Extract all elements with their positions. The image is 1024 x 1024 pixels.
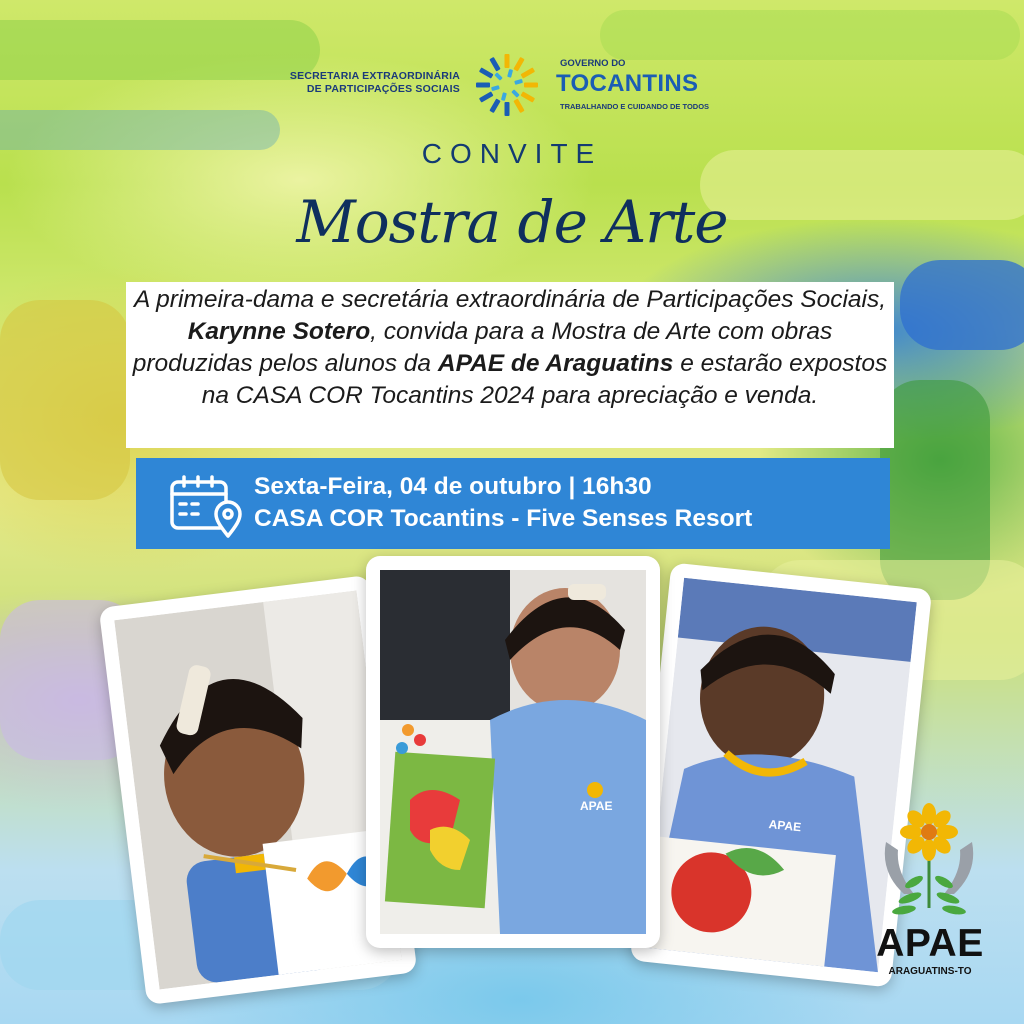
secretaria-line-2: DE PARTICIPAÇÕES SOCIAIS xyxy=(306,83,460,95)
header xyxy=(0,44,1024,124)
organization-name: APAE de Araguatins xyxy=(437,350,674,377)
description-part-3: e estarão expostos na CASA COR Tocantins 2024 para apreciação e venda. xyxy=(201,350,888,409)
government-label: GOVERNO DO xyxy=(560,58,626,69)
government-slogan: TRABALHANDO E CUIDANDO DE TODOS xyxy=(560,102,710,111)
apae-flower-hands-icon xyxy=(874,802,984,922)
event-title: Mostra de Arte xyxy=(296,188,728,256)
event-location: CASA COR Tocantins - Five Senses Resort xyxy=(254,505,753,532)
calendar-location-icon xyxy=(168,474,244,538)
photo-student-smiling xyxy=(366,556,660,948)
shirt-text: APAE xyxy=(580,799,613,813)
apae-name: APAE xyxy=(876,922,984,965)
event-date-time: Sexta-Feira, 04 de outubro | 16h30 xyxy=(254,473,652,500)
shirt-text: APAE xyxy=(768,817,802,835)
secretaria-name xyxy=(280,70,460,96)
host-name: Karynne Sotero xyxy=(187,318,371,345)
description-part-2: , convida para a Mostra de Arte com obras produzidas pelos alunos da xyxy=(132,318,833,377)
secretaria-line-1: SECRETARIA EXTRAORDINÁRIA xyxy=(289,70,460,82)
photo-image xyxy=(114,591,402,990)
photo-image xyxy=(380,570,646,934)
description-text xyxy=(126,284,894,412)
government-name: TOCANTINS xyxy=(556,70,699,97)
event-info-bar xyxy=(136,458,890,549)
paint-stroke xyxy=(900,260,1024,350)
description-part-1: A primeira-dama e secretária extraordinária de Participações Sociais, xyxy=(133,286,887,313)
paint-stroke xyxy=(0,300,130,500)
apae-city: ARAGUATINS-TO xyxy=(888,966,972,977)
invite-label: CONVITE xyxy=(421,138,603,169)
sun-logo xyxy=(474,52,540,118)
